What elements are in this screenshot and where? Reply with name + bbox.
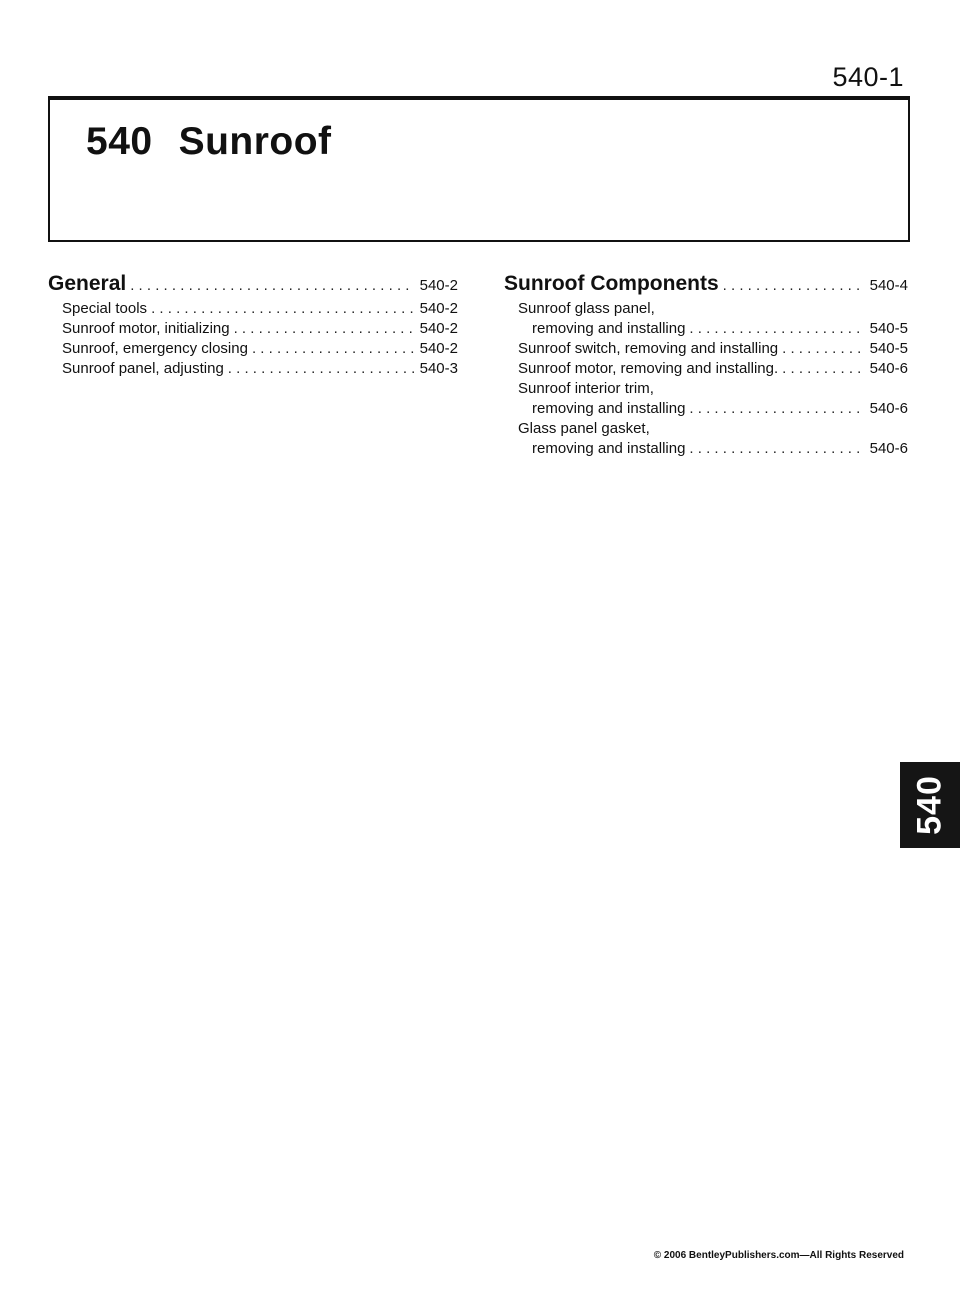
toc-heading-label: Sunroof Components [504, 272, 719, 295]
toc-page-ref: 540-2 [419, 277, 458, 294]
dot-leader [252, 340, 414, 357]
toc-item-emergency-closing[interactable] [48, 340, 458, 360]
toc-item-label: removing and installing [532, 440, 686, 457]
toc-page-ref: 540-3 [419, 360, 458, 377]
toc-page-ref: 540-5 [869, 340, 908, 357]
section-tab-label: 540 [910, 775, 949, 835]
toc-heading-sunroof-components[interactable] [504, 272, 908, 298]
toc-item-gasket[interactable] [504, 440, 908, 460]
dot-leader [689, 320, 863, 337]
dot-leader [234, 320, 414, 337]
toc-page-ref: 540-2 [419, 320, 458, 337]
toc-item-glass-panel-line1[interactable]: Sunroof glass panel, [518, 300, 655, 317]
dot-leader [130, 277, 413, 294]
section-thumb-tab[interactable] [900, 762, 960, 848]
toc-item-interior-trim-line1[interactable]: Sunroof interior trim, [518, 380, 654, 397]
toc-page-ref: 540-6 [869, 440, 908, 457]
toc-heading-label: General [48, 272, 127, 295]
toc-item-label: Sunroof switch, removing and installing [518, 340, 779, 357]
toc-item-switch[interactable] [504, 340, 908, 360]
copyright-notice: © 2006 BentleyPublishers.com—All Rights Reserved [653, 1250, 904, 1261]
toc-page-ref: 540-5 [869, 320, 908, 337]
toc-page-ref: 540-2 [419, 300, 458, 317]
toc-page-ref: 540-6 [869, 360, 908, 377]
toc-left-column [48, 272, 458, 380]
dot-leader [689, 400, 863, 417]
toc-item-label: Sunroof, emergency closing [62, 340, 248, 357]
dot-leader [723, 277, 864, 294]
chapter-title-box [48, 96, 910, 242]
dot-leader [782, 340, 863, 357]
dot-leader [782, 360, 863, 377]
dot-leader [228, 360, 414, 377]
dot-leader [689, 440, 863, 457]
toc-item-label: removing and installing [532, 320, 686, 337]
toc-item-label: Sunroof panel, adjusting [62, 360, 224, 377]
toc-item-label: Sunroof motor, initializing [62, 320, 230, 337]
chapter-number: 540 [86, 120, 153, 163]
toc-page-ref: 540-4 [869, 277, 908, 294]
toc-item-motor[interactable] [504, 360, 908, 380]
chapter-title [86, 120, 332, 164]
toc-item-special-tools[interactable] [48, 300, 458, 320]
page-number: 540-1 [832, 62, 904, 92]
toc-item-label: removing and installing [532, 400, 686, 417]
toc-right-column [504, 272, 908, 460]
dot-leader [151, 300, 414, 317]
toc-item-gasket-line1[interactable]: Glass panel gasket, [518, 420, 650, 437]
toc-item-label: Special tools [62, 300, 148, 317]
toc-heading-general[interactable] [48, 272, 458, 298]
toc-page-ref: 540-6 [869, 400, 908, 417]
toc-item-label: Sunroof motor, removing and installing. [518, 360, 779, 377]
toc-item-glass-panel[interactable] [504, 320, 908, 340]
toc-item-interior-trim[interactable] [504, 400, 908, 420]
toc-item-panel-adjusting[interactable] [48, 360, 458, 380]
chapter-name: Sunroof [178, 120, 332, 163]
toc-page-ref: 540-2 [419, 340, 458, 357]
toc-item-motor-initializing[interactable] [48, 320, 458, 340]
